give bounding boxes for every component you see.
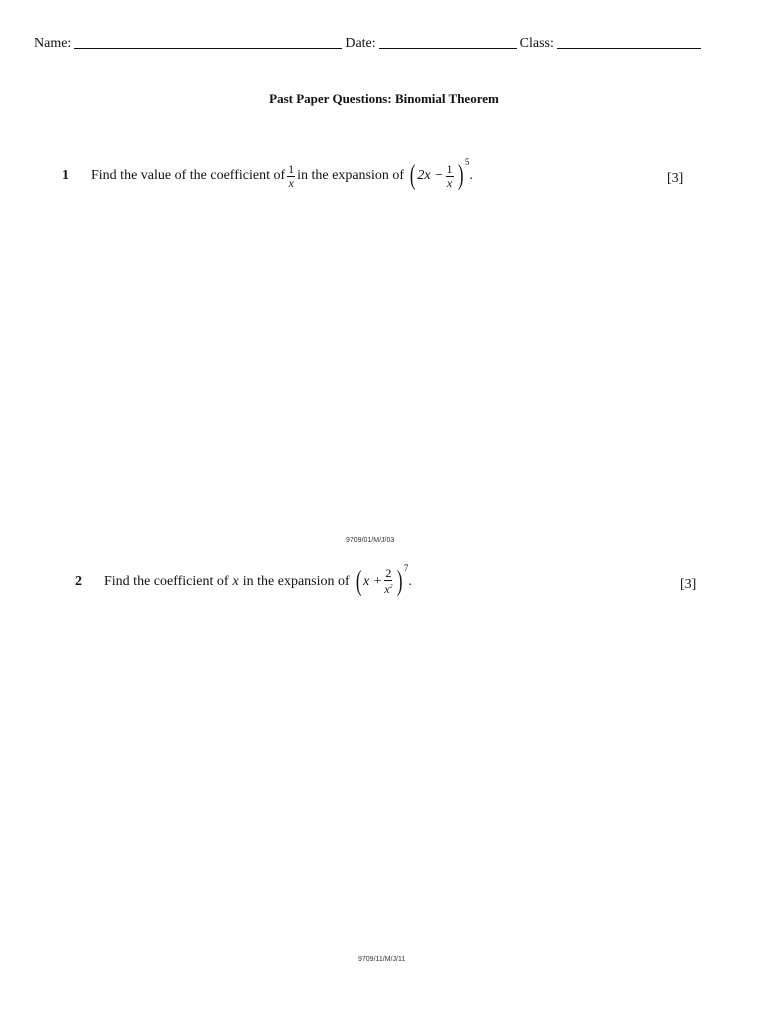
expression-fraction (446, 163, 454, 190)
student-info-line (34, 36, 704, 52)
variable-x: x (232, 573, 239, 589)
question-1-marks: [3] (667, 171, 684, 186)
question-text-middle: in the expansion of (297, 168, 405, 183)
date-field[interactable] (379, 47, 517, 49)
right-paren: ) (457, 160, 464, 191)
expression-lead: x + (363, 573, 383, 589)
question-number: 2 (75, 573, 82, 589)
question-2 (75, 562, 412, 597)
question-text-start: Find the coefficient of (104, 573, 229, 589)
page-title: Past Paper Questions: Binomial Theorem (269, 91, 499, 106)
question-number: 1 (62, 168, 69, 183)
expression-fraction-denominator: x (446, 175, 453, 190)
expression-fraction-denominator (384, 581, 392, 596)
period: . (469, 168, 473, 183)
class-label: Class: (519, 36, 554, 51)
left-paren: ( (355, 565, 362, 597)
expression-lead: 2x − (417, 168, 444, 183)
name-field[interactable] (74, 47, 342, 49)
name-label: Name: (34, 36, 72, 51)
expression-fraction (384, 567, 392, 596)
fraction-numerator: 1 (288, 161, 295, 176)
date-label: Date: (345, 36, 376, 51)
question-2-source: 9709/11/M/J/11 (358, 956, 406, 963)
question-1-source: 9709/01/M/J/03 (346, 537, 395, 544)
question-1 (62, 157, 473, 191)
binomial-expression (408, 157, 473, 191)
left-paren: ( (409, 160, 416, 191)
question-2-marks: [3] (680, 577, 697, 592)
period: . (408, 573, 412, 589)
exponent: 5 (464, 157, 470, 167)
question-text-start: Find the value of the coefficient of (91, 168, 286, 183)
fraction-one-over-x (287, 163, 295, 190)
class-field[interactable] (557, 47, 701, 49)
denominator-base: x (384, 582, 390, 596)
right-paren: ) (396, 565, 402, 597)
expression-fraction-numerator: 2 (385, 566, 392, 580)
fraction-denominator: x (288, 175, 294, 190)
question-text-middle: in the expansion of (242, 573, 350, 589)
expression-fraction-numerator: 1 (446, 161, 453, 176)
exponent: 7 (403, 562, 409, 573)
binomial-expression (354, 562, 412, 597)
denominator-power: 2 (389, 584, 393, 590)
